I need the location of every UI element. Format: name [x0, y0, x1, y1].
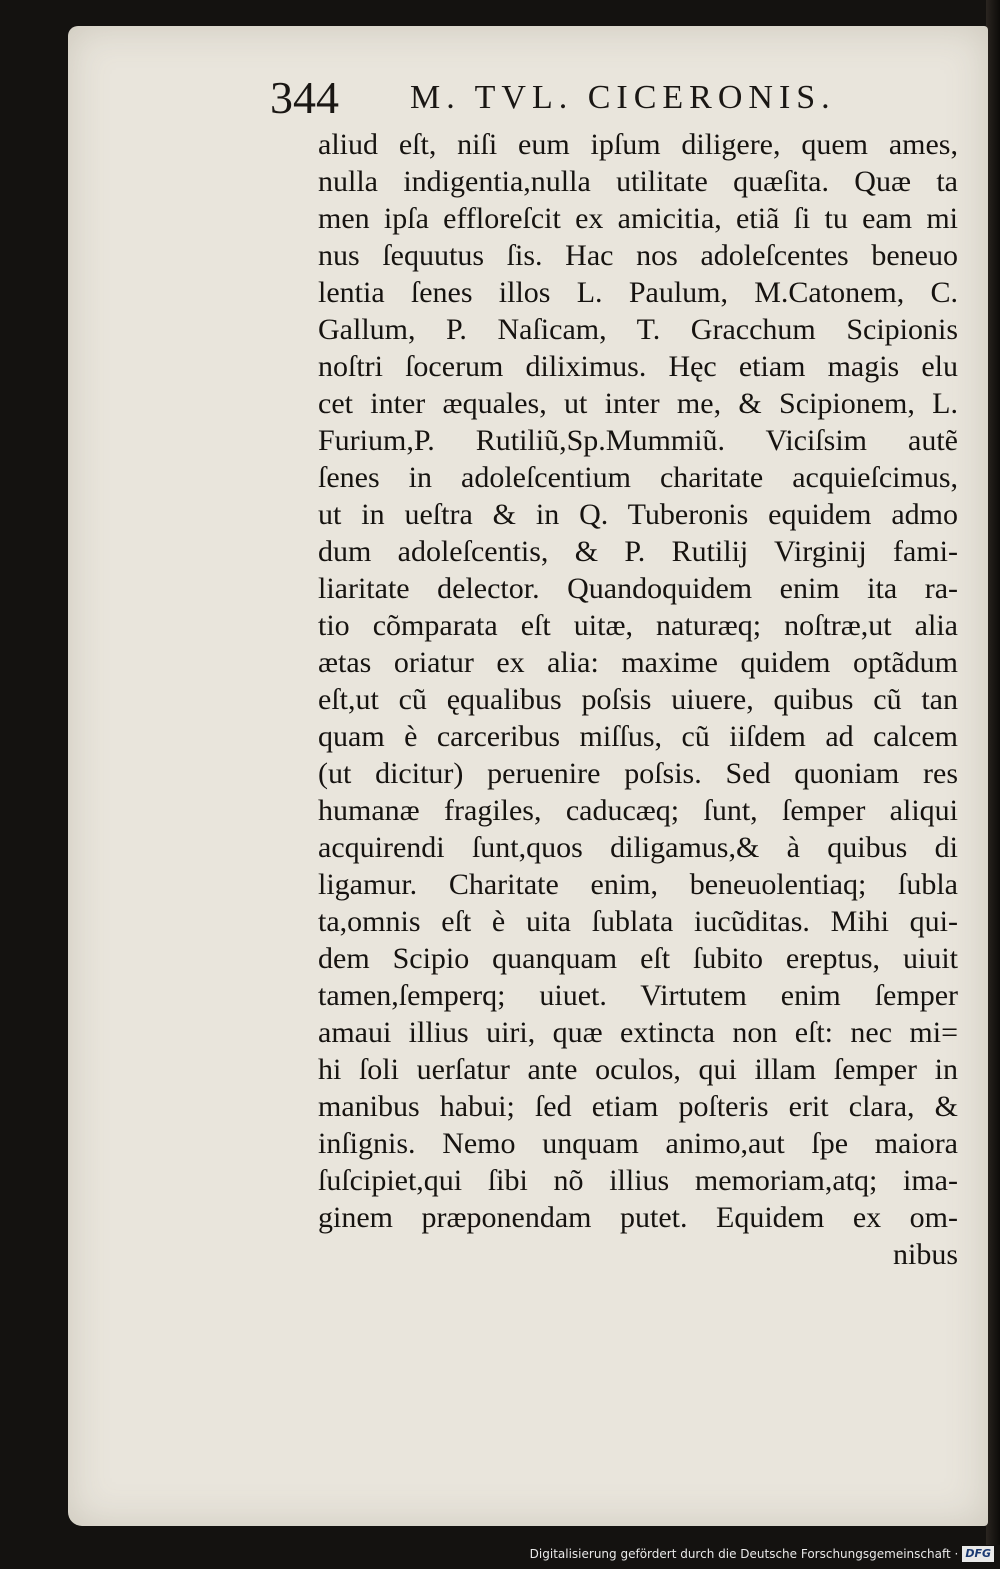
text-line: cet inter æquales, ut inter me, & Scipionem, L.	[318, 387, 958, 420]
text-line: (ut dicitur) peruenire poſsis. Sed quoniam res	[318, 757, 958, 790]
text-line: Gallum, P. Naſicam, T. Gracchum Scipionis	[318, 313, 958, 346]
text-line: noſtri ſocerum diliximus. Hęc etiam magis elu	[318, 350, 958, 383]
text-line: amaui illius uiri, quæ extincta non eſt: nec mi=	[318, 1016, 958, 1049]
text-line: dem Scipio quanquam eſt ſubito ereptus, uiuit	[318, 942, 958, 975]
text-line: ſuſcipiet,qui ſibi nõ illius memoriam,atq; ima-	[318, 1164, 958, 1197]
text-line: nulla indigentia,nulla utilitate quæſita. Quæ ta	[318, 165, 958, 198]
catchword: nibus	[892, 1238, 958, 1271]
text-line: ut in ueſtra & in Q. Tuberonis equidem admo	[318, 498, 958, 531]
text-line: men ipſa effloreſcit ex amicitia, etiã ſi tu eam mi	[318, 202, 958, 235]
text-line: ginem præponendam putet. Equidem ex om-	[318, 1201, 958, 1234]
text-line: acquirendi ſunt,quos diligamus,& à quibus di	[318, 831, 958, 864]
text-line: humanæ fragiles, caducæq; ſunt, ſemper aliqui	[318, 794, 958, 827]
text-line: ætas oriatur ex alia: maxime quidem optãdum	[318, 646, 958, 679]
text-line: manibus habui; ſed etiam poſteris erit clara, &	[318, 1090, 958, 1123]
text-line: nus ſequutus ſis. Hac nos adoleſcentes beneuo	[318, 239, 958, 272]
dfg-logo: DFG	[962, 1546, 994, 1562]
text-line: aliud eſt, niſi eum ipſum diligere, quem ames,	[318, 128, 958, 161]
text-line: Furium,P. Rutiliũ,Sp.Mummiũ. Viciſsim autẽ	[318, 424, 958, 457]
digitization-credit	[530, 1543, 994, 1565]
text-line: lentia ſenes illos L. Paulum, M.Catonem, C.	[318, 276, 958, 309]
text-line: tamen,ſemperq; uiuet. Virtutem enim ſemper	[318, 979, 958, 1012]
body-text	[318, 126, 958, 1273]
text-line: quam è carceribus miſſus, cũ iiſdem ad calcem	[318, 720, 958, 753]
text-line: ligamur. Charitate enim, beneuolentiaq; ſubla	[318, 868, 958, 901]
page-header	[270, 72, 910, 124]
book-edge-shadow	[986, 0, 1000, 1545]
text-line: inſignis. Nemo unquam animo,aut ſpe maiora	[318, 1127, 958, 1160]
text-line: dum adoleſcentis, & P. Rutilij Virginij fami-	[318, 535, 958, 568]
credit-text: Digitalisierung gefördert durch die Deutsche Forschungsgemeinschaft ·	[529, 1547, 959, 1561]
text-line: eſt,ut cũ ęqualibus poſsis uiuere, quibus cũ tan	[318, 683, 958, 716]
text-line: hi ſoli uerſatur ante oculos, qui illam ſemper in	[318, 1053, 958, 1086]
text-line: ſenes in adoleſcentium charitate acquieſcimus,	[318, 461, 958, 494]
text-line: liaritate delector. Quandoquidem enim ita ra-	[318, 572, 958, 605]
text-line: ta,omnis eſt è uita ſublata iucũditas. Mihi qui-	[318, 905, 958, 938]
running-head: M. TVL. CICERONIS.	[410, 79, 836, 116]
text-line: tio cõmparata eſt uitæ, naturæq; noſtræ,ut alia	[318, 609, 958, 642]
page-number: 344	[270, 72, 339, 123]
